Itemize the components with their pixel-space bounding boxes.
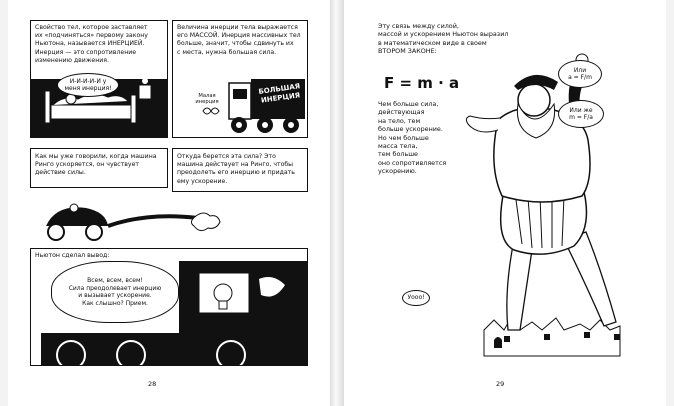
caption-mass: Величина инерции тела выражается его МАССОЙ. Инерция массивных тел больше, значит, чтобы сдвинуть их с места, нужна большая сила. <box>177 24 301 56</box>
small-inertia-label: Малая инерция <box>195 93 219 105</box>
speech-bubble-yooo: Уооо! <box>402 290 430 306</box>
truck-illustration <box>173 21 308 138</box>
formula-f-ma: F = m · a <box>384 74 460 92</box>
speech-bubble-a-equals: Или a = F/m <box>558 60 602 88</box>
second-law-body: Чем больше сила, действующая на тело, тем больше ускорение. Но чем больше масса тела, тем больше оно сопротивляется ускорению. <box>378 100 447 176</box>
page-number-left: 28 <box>148 380 157 388</box>
speeding-car-illustration <box>38 196 238 246</box>
panel-mass <box>172 20 308 138</box>
second-law-intro: Эту связь между силой, массой и ускорением Ньютон выразил в математическом виде в своем ВТОРОМ ЗАКОНЕ: <box>378 22 509 56</box>
caption-force-origin: Откуда берется эта сила? Это машина действует на Ринго, чтобы преодолеть его инерцию и придать ему ускорение. <box>177 153 295 185</box>
caption-ringo: Как мы уже говорили, когда машина Ринго ускоряется, он чувствует действие силы. <box>35 153 157 177</box>
speech-bubble-inertia: И-И-И-И-И у меня инерция! <box>57 73 119 97</box>
truck-label: БОЛЬШАЯ ИНЕРЦИЯ <box>257 82 301 105</box>
panel-inertia-definition <box>30 20 168 138</box>
newton-giant-illustration <box>444 40 664 390</box>
left-page <box>8 0 330 406</box>
panel-ringo-accelerates <box>30 148 168 188</box>
right-page <box>344 0 666 406</box>
speech-bubble-conclusion: Всем, всем, всем! Сила преодолевает инерцию и вызывает ускорение. Как слышно? Прием. <box>51 261 179 323</box>
book-gutter <box>330 0 344 406</box>
page-number-right: 29 <box>496 380 505 388</box>
speech-bubble-m-equals: Или же m = F/a <box>558 100 604 128</box>
panel-force-origin <box>172 148 308 192</box>
caption-inertia: Свойство тел, которое заставляет их «подчиняться» первому закону Ньютона, называется ИНЕРЦИЕЙ. Инерция — это сопротивление изменению движения. <box>35 24 148 64</box>
panel-newton-conclusion <box>30 248 308 366</box>
caption-conclusion: Ньютон сделал вывод: <box>35 252 110 259</box>
